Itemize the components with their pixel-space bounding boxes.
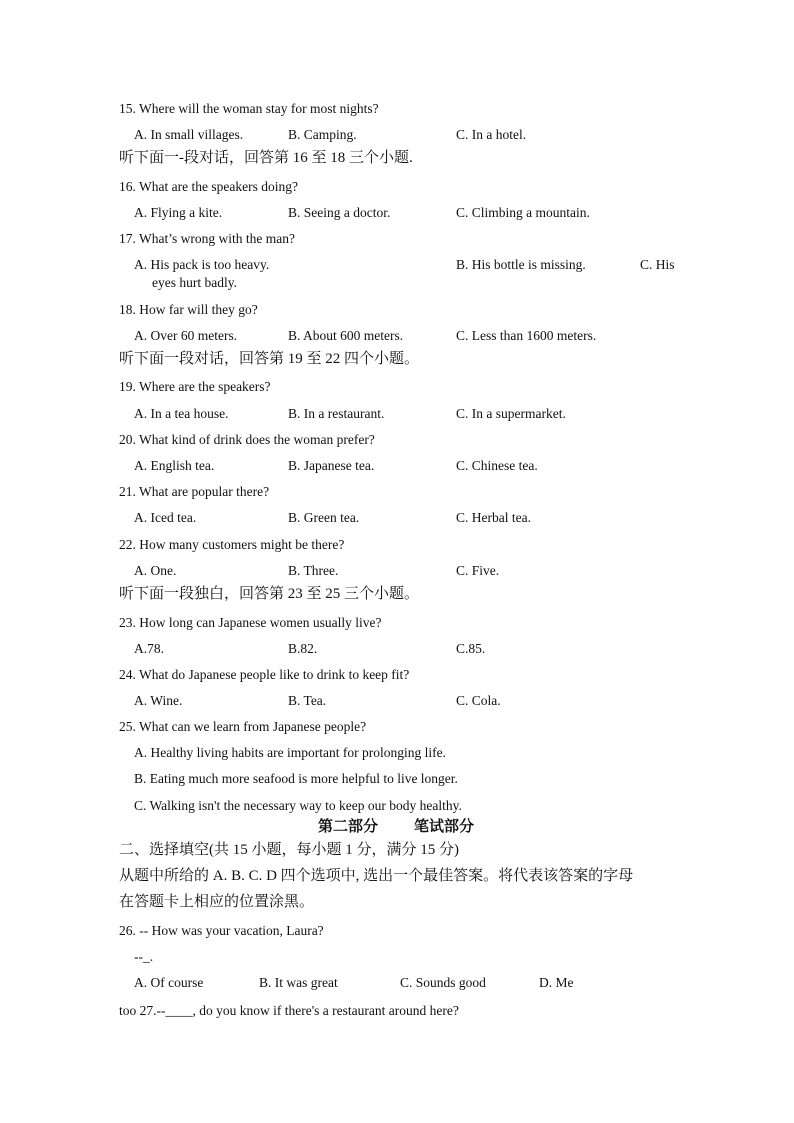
question-22-option-a: A. One. xyxy=(134,563,177,578)
question-21-option-b: B. Green tea. xyxy=(288,510,360,525)
question-17-stem: 17. What’s wrong with the man? xyxy=(119,231,295,246)
directions-19-22: 听下面一段对话，回答第 19 至 22 四个小题。 xyxy=(119,351,420,367)
question-17-option-a: A. His pack is too heavy. xyxy=(134,257,270,272)
question-19-option-a: A. In a tea house. xyxy=(134,406,229,421)
directions-16-18: 听下面一-段对话，回答第 16 至 18 三个小题. xyxy=(119,150,413,166)
question-18-option-c: C. Less than 1600 meters. xyxy=(456,328,597,343)
question-26-stem: 26. -- How was your vacation, Laura? xyxy=(119,923,324,938)
question-20-option-b: B. Japanese tea. xyxy=(288,458,375,473)
question-22-option-b: B. Three. xyxy=(288,563,339,578)
question-26-option-b: B. It was great xyxy=(259,975,338,990)
question-24-stem: 24. What do Japanese people like to drink to keep fit? xyxy=(119,667,410,682)
question-23-option-a: A.78. xyxy=(134,641,164,656)
question-23-option-b: B.82. xyxy=(288,641,318,656)
question-17-option-c-continued: eyes hurt badly. xyxy=(152,275,237,290)
section-two-heading: 二、选择填空(共 15 小题，每小题 1 分，满分 15 分) xyxy=(119,842,459,858)
question-16-option-c: C. Climbing a mountain. xyxy=(456,205,590,220)
question-21-option-a: A. Iced tea. xyxy=(134,510,197,525)
question-26-option-d: D. Me xyxy=(539,975,574,990)
question-24-option-b: B. Tea. xyxy=(288,693,327,708)
question-19-stem: 19. Where are the speakers? xyxy=(119,379,271,394)
question-15-option-c: C. In a hotel. xyxy=(456,127,527,142)
question-25-option-b: B. Eating much more seafood is more helpful to live longer. xyxy=(134,771,458,786)
question-20-option-a: A. English tea. xyxy=(134,458,215,473)
section-two-directions-line-2: 在答题卡上相应的位置涂黑。 xyxy=(119,894,315,910)
question-15-option-b: B. Camping. xyxy=(288,127,357,142)
question-25-stem: 25. What can we learn from Japanese people? xyxy=(119,719,367,734)
question-20-option-c: C. Chinese tea. xyxy=(456,458,538,473)
question-25-option-a: A. Healthy living habits are important for prolonging life. xyxy=(134,745,446,760)
question-24-option-c: C. Cola. xyxy=(456,693,501,708)
question-19-option-c: C. In a supermarket. xyxy=(456,406,566,421)
question-26-option-a: A. Of course xyxy=(134,975,204,990)
question-21-option-c: C. Herbal tea. xyxy=(456,510,531,525)
question-17-option-b: B. His bottle is missing. xyxy=(456,257,586,272)
question-26-reply: --_. xyxy=(134,949,154,964)
question-24-option-a: A. Wine. xyxy=(134,693,183,708)
question-25-option-c: C. Walking isn't the necessary way to keep our body healthy. xyxy=(134,798,462,813)
question-22-option-c: C. Five. xyxy=(456,563,500,578)
directions-23-25: 听下面一段独白，回答第 23 至 25 三个小题。 xyxy=(119,586,420,602)
question-16-stem: 16. What are the speakers doing? xyxy=(119,179,298,194)
question-23-stem: 23. How long can Japanese women usually live? xyxy=(119,615,382,630)
question-22-stem: 22. How many customers might be there? xyxy=(119,537,345,552)
question-15-stem: 15. Where will the woman stay for most nights? xyxy=(119,101,379,116)
question-18-stem: 18. How far will they go? xyxy=(119,302,258,317)
part-two-subtitle: 笔试部分 xyxy=(414,819,475,835)
question-17-option-c: C. His xyxy=(640,257,675,272)
part-two-title: 第二部分 xyxy=(318,819,379,835)
question-15-option-a: A. In small villages. xyxy=(134,127,244,142)
question-19-option-b: B. In a restaurant. xyxy=(288,406,385,421)
question-23-option-c: C.85. xyxy=(456,641,486,656)
question-16-option-a: A. Flying a kite. xyxy=(134,205,223,220)
question-16-option-b: B. Seeing a doctor. xyxy=(288,205,391,220)
question-18-option-b: B. About 600 meters. xyxy=(288,328,404,343)
section-two-directions-line-1: 从题中所给的 A. B. C. D 四个选项中, 选出一个最佳答案。将代表该答案的字母 xyxy=(119,868,634,884)
question-18-option-a: A. Over 60 meters. xyxy=(134,328,238,343)
question-27-stem: too 27.--____, do you know if there's a restaurant around here? xyxy=(119,1003,459,1018)
question-20-stem: 20. What kind of drink does the woman prefer? xyxy=(119,432,375,447)
question-26-option-c: C. Sounds good xyxy=(400,975,486,990)
question-21-stem: 21. What are popular there? xyxy=(119,484,270,499)
